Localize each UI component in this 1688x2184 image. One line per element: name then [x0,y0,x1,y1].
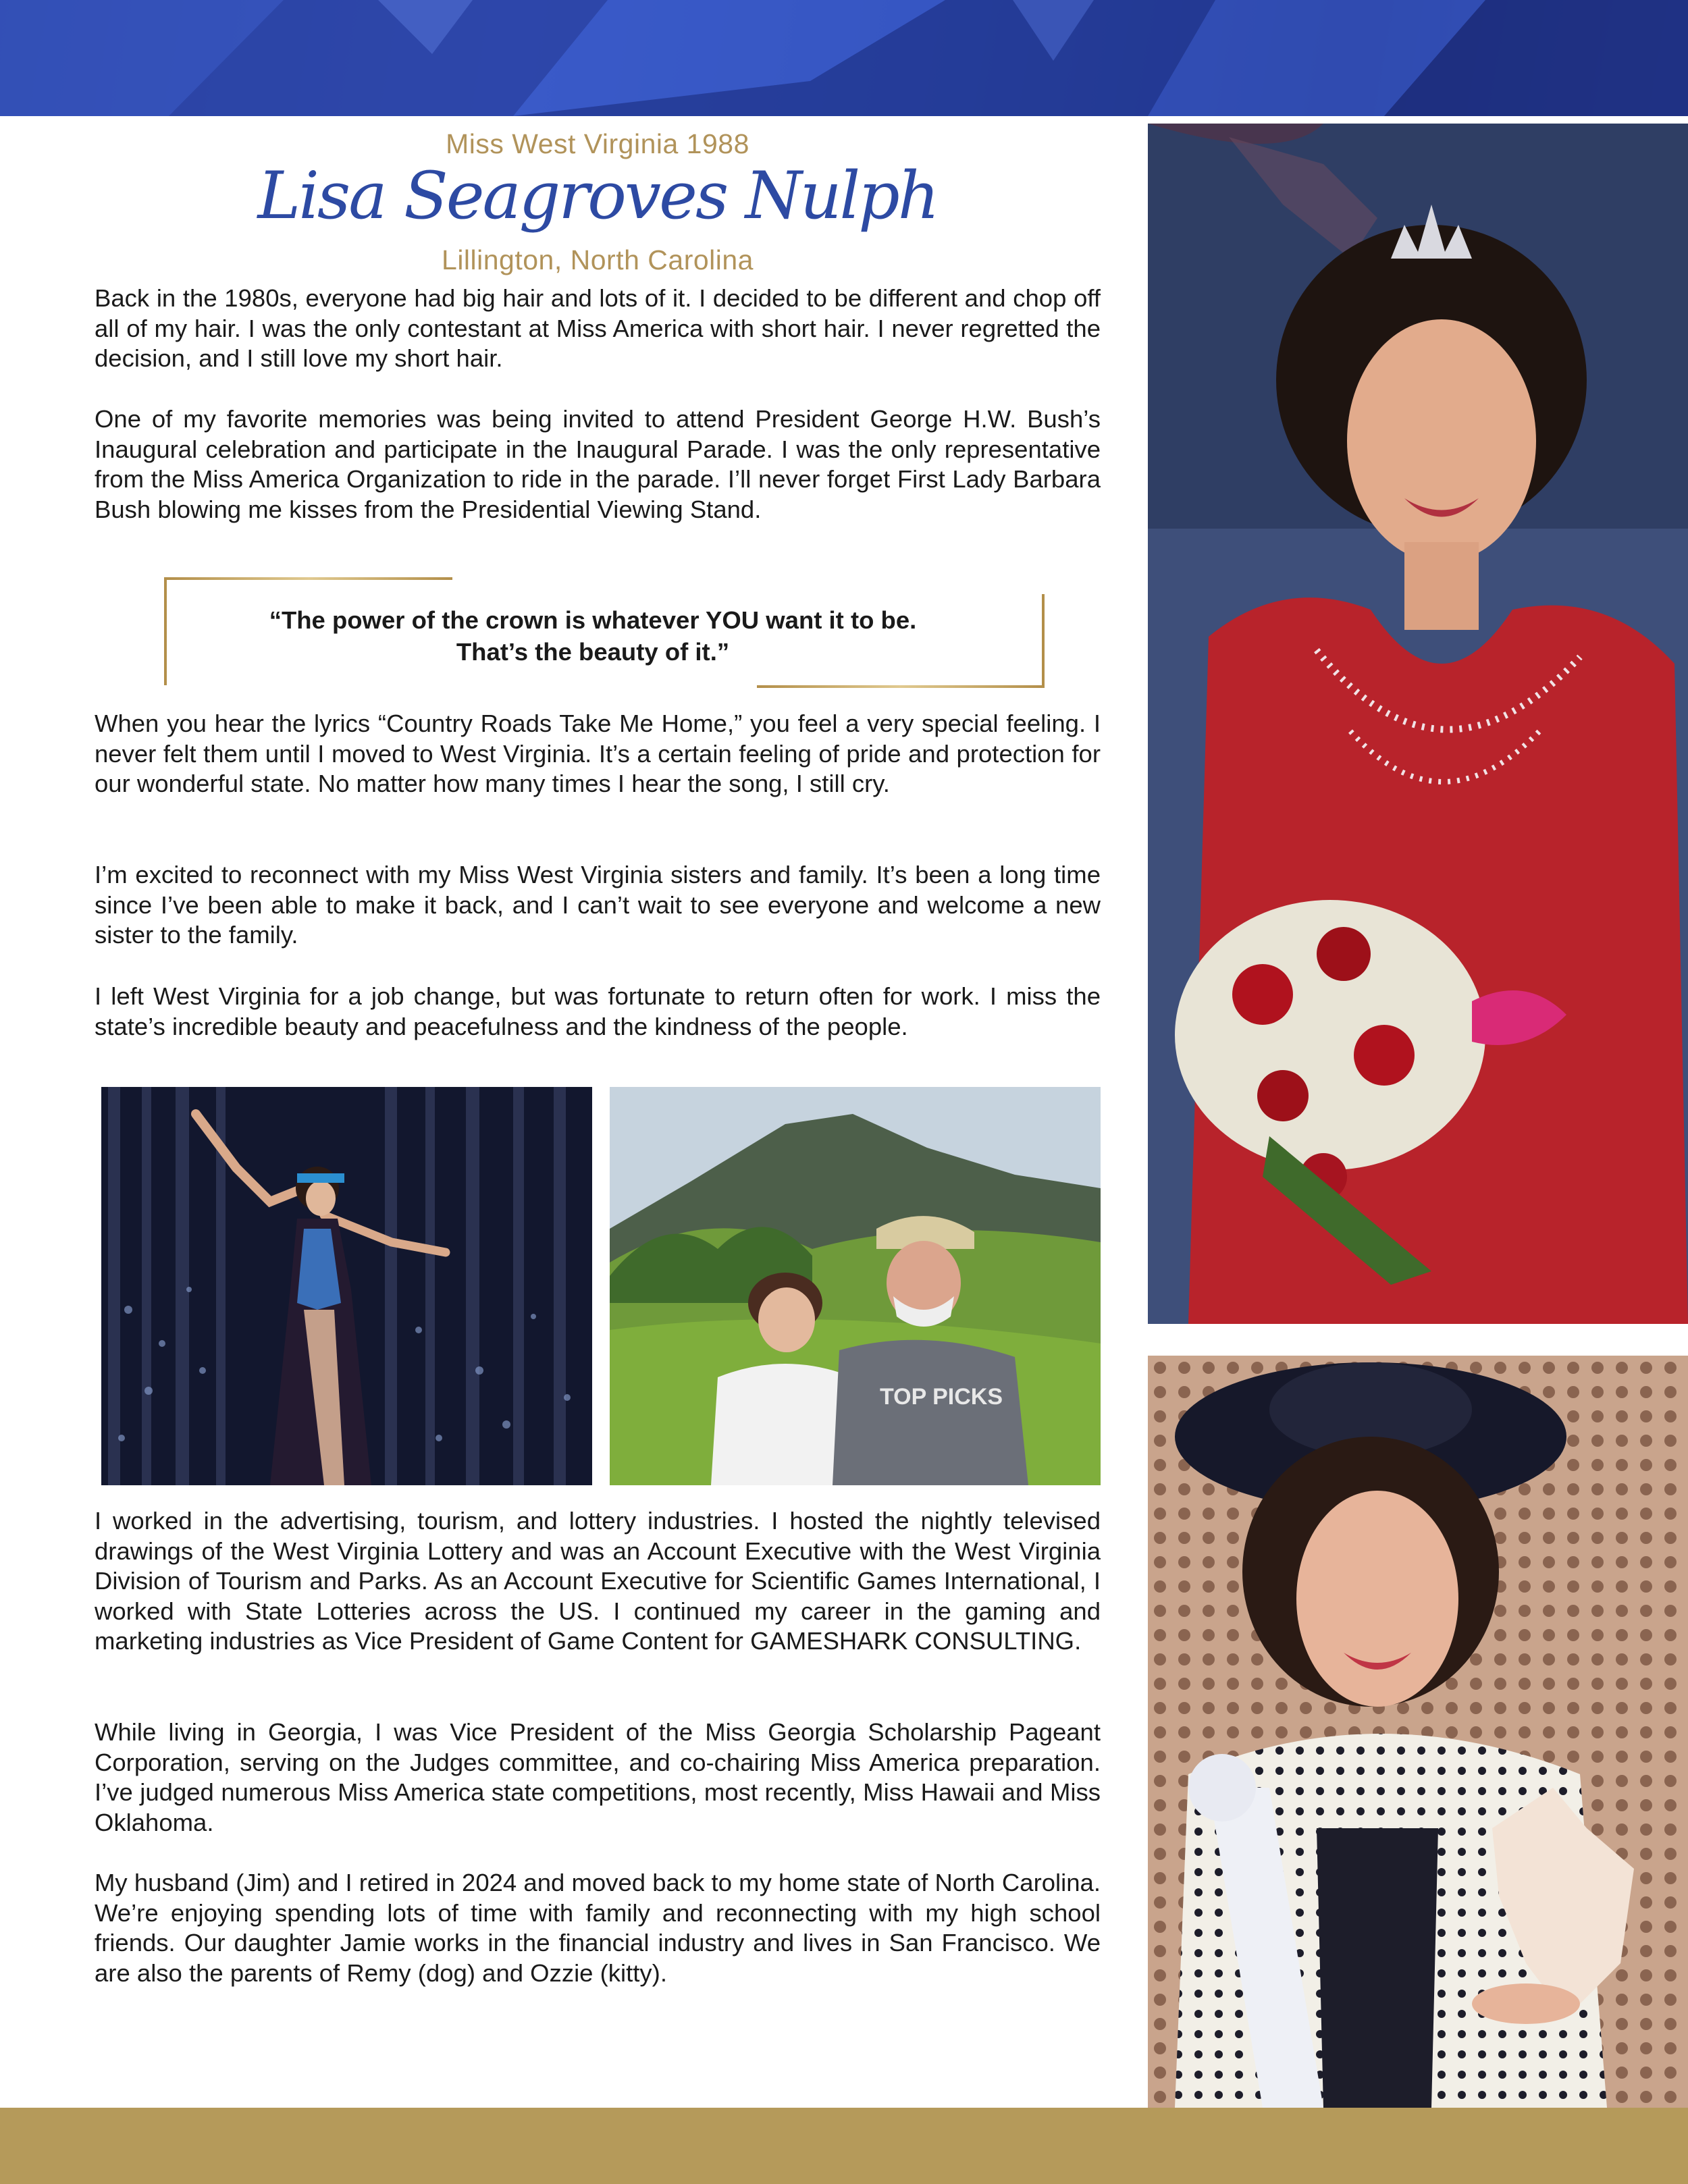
photo-crowning-portrait [1148,124,1688,1324]
paragraph-reconnect: I’m excited to reconnect with my Miss West Virginia sisters and family. It’s been a long time since I’ve been able to make it back, and I can’t wait to see everyone and welcome a new sister to the family. [95,861,1101,949]
paragraph-left-wv: I left West Virginia for a job change, but was fortunate to return often for work. I miss the state’s incredible beauty and peacefulness and the kindness of the people. [95,982,1101,1040]
header-banner [0,0,1688,116]
paragraph-retired: My husband (Jim) and I retired in 2024 and moved back to my home state of North Carolina. We’re enjoying spending lots of time with family and reconnecting with my high school friends. Our daughter Jamie works in the financial industry and lives in San Francisco. We are also the parents of Remy (dog) and Ozzie (kitty). [95,1869,1101,1987]
paragraph-georgia: While living in Georgia, I was Vice President of the Miss Georgia Scholarship Pageant Corporation, serving on the Judges committee, and co-chairing Miss America preparation. I’ve judged numerous Miss America state competitions, most recently, Miss Hawaii and Miss Oklahoma. [95,1718,1101,1836]
quote-line-1: “The power of the crown is whatever YOU want it to be. [269,606,917,634]
photo-stage-dancer [101,1087,592,1485]
paragraph-career: I worked in the advertising, tourism, and lottery industries. I hosted the nightly televised drawings of the West Virginia Lottery and was an Account Executive with the West Virginia Division of Tourism and Parks. As an Account Executive for Scientific Games International, I worked with State Lotteries across the US. I continued my career in the gaming and marketing industries as Vice President of Game Content for GAMESHARK CONSULTING. [95,1507,1101,1655]
paragraph-inaugural: One of my favorite memories was being invited to attend President George H.W. Bush’s Inaugural celebration and participate in the Inaugural Parade. I was the only representative from the Miss America Organization to ride in the parade. I’ll never forget First Lady Barbara Bush blowing me kisses from the Presidential Viewing Stand. [95,405,1101,523]
title-eyebrow: Miss West Virginia 1988 [446,128,749,159]
hometown: Lillington, North Carolina [442,244,754,275]
paragraph-hair: Back in the 1980s, everyone had big hair and lots of it. I decided to be different and chop off all of my hair. I was the only contestant at Miss America with short hair. I never regretted the decision, and I still love my short hair. [95,284,1101,372]
page-title: Lisa Seagroves Nulph [257,158,938,234]
banner-facets [0,0,1688,116]
photo-couple-mountains [610,1087,1101,1485]
quote-text [205,604,981,668]
photo-contestant-portrait [1148,1356,1688,2108]
footer-band [0,2108,1688,2184]
paragraph-country-roads: When you hear the lyrics “Country Roads Take Me Home,” you feel a very special feeling. I never felt them until I moved to West Virginia. It’s a certain feeling of pride and protection for our wonderful state. No matter how many times I hear the song, I still cry. [95,710,1101,797]
quote-line-2: That’s the beauty of it.” [456,638,730,666]
pull-quote [164,577,1045,689]
svg-text:TOP PICKS: TOP PICKS [880,1384,1003,1410]
